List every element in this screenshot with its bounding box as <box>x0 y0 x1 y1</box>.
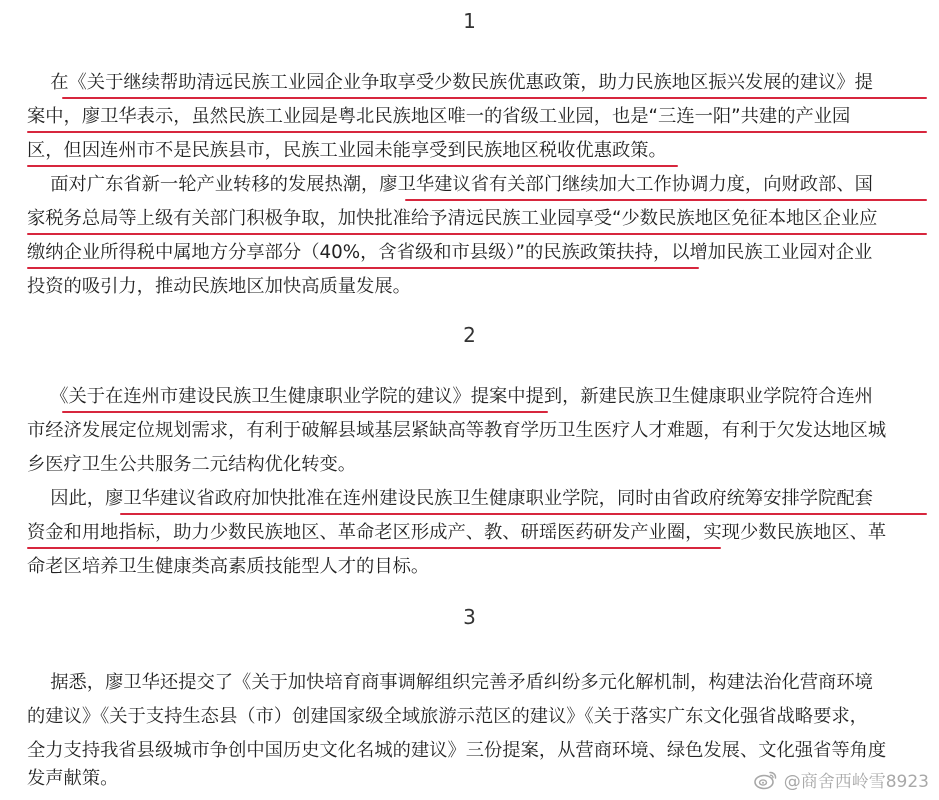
highlight-underline <box>405 199 927 201</box>
section-1-line-4: 面对广东省新一轮产业转移的发展热潮，廖卫华建议省有关部门继续加大工作协调力度，向财政部、国 <box>27 174 873 195</box>
section-2-line-2: 市经济发展定位规划需求，有利于破解县域基层紧缺高等教育学历卫生医疗人才难题，有利于欠发达地区城 <box>27 420 887 441</box>
section-1-line-7: 投资的吸引力，推动民族地区加快高质量发展。 <box>27 276 411 297</box>
section-2-line-6: 命老区培养卫生健康类高素质技能型人才的目标。 <box>27 556 430 577</box>
highlight-underline <box>27 267 699 269</box>
highlight-underline <box>27 131 927 133</box>
section-1-line-5: 家税务总局等上级有关部门积极争取，加快批准给予清远民族工业园享受“少数民族地区免征本地区企业应 <box>27 208 878 229</box>
section-number-1: 1 <box>463 9 476 33</box>
section-1-line-3: 区，但因连州市不是民族县市，民族工业园未能享受到民族地区税收优惠政策。 <box>27 140 667 161</box>
section-3-line-3: 全力支持我省县级城市争创中国历史文化名城的建议》三份提案，从营商环境、绿色发展、文化强省等角度 <box>27 740 887 761</box>
weibo-logo-icon <box>754 770 778 790</box>
watermark-text: @商舍西岭雪8923 <box>783 772 929 792</box>
section-1-line-1: 在《关于继续帮助清远民族工业园企业争取享受少数民族优惠政策，助力民族地区振兴发展的建议》提 <box>27 72 873 93</box>
section-number-3: 3 <box>463 605 476 629</box>
highlight-underline <box>120 513 927 515</box>
section-2-line-1: 《关于在连州市建设民族卫生健康职业学院的建议》提案中提到，新建民族卫生健康职业学院符合连州 <box>27 386 873 407</box>
section-3-line-1: 据悉，廖卫华还提交了《关于加快培育商事调解组织完善矛盾纠纷多元化解机制，构建法治化营商环境 <box>27 672 873 693</box>
highlight-underline <box>62 411 548 413</box>
section-3-line-4: 发声献策。 <box>27 768 119 789</box>
weibo-watermark <box>754 767 929 792</box>
section-2-line-4: 因此，廖卫华建议省政府加快批准在连州建设民族卫生健康职业学院，同时由省政府统筹安排学院配套 <box>27 488 873 509</box>
section-3-line-2: 的建议》《关于支持生态县（市）创建国家级全域旅游示范区的建议》《关于落实广东文化强省战略要求， <box>27 706 868 727</box>
section-1-line-2: 案中，廖卫华表示，虽然民族工业园是粤北民族地区唯一的省级工业园，也是“三连一阳”共建的产业园 <box>27 106 851 127</box>
highlight-underline <box>27 547 721 549</box>
section-number-2: 2 <box>463 323 476 347</box>
highlight-underline <box>27 233 927 235</box>
section-2-line-3: 乡医疗卫生公共服务二元结构优化转变。 <box>27 454 357 475</box>
highlight-underline <box>62 97 927 99</box>
highlight-underline <box>27 165 678 167</box>
section-1-line-6: 缴纳企业所得税中属地方分享部分（40%，含省级和市县级）”的民族政策扶持，以增加民族工业园对企业 <box>27 242 873 263</box>
section-2-line-5: 资金和用地指标，助力少数民族地区、革命老区形成产、教、研瑶医药研发产业圈，实现少数民族地区、革 <box>27 522 887 543</box>
